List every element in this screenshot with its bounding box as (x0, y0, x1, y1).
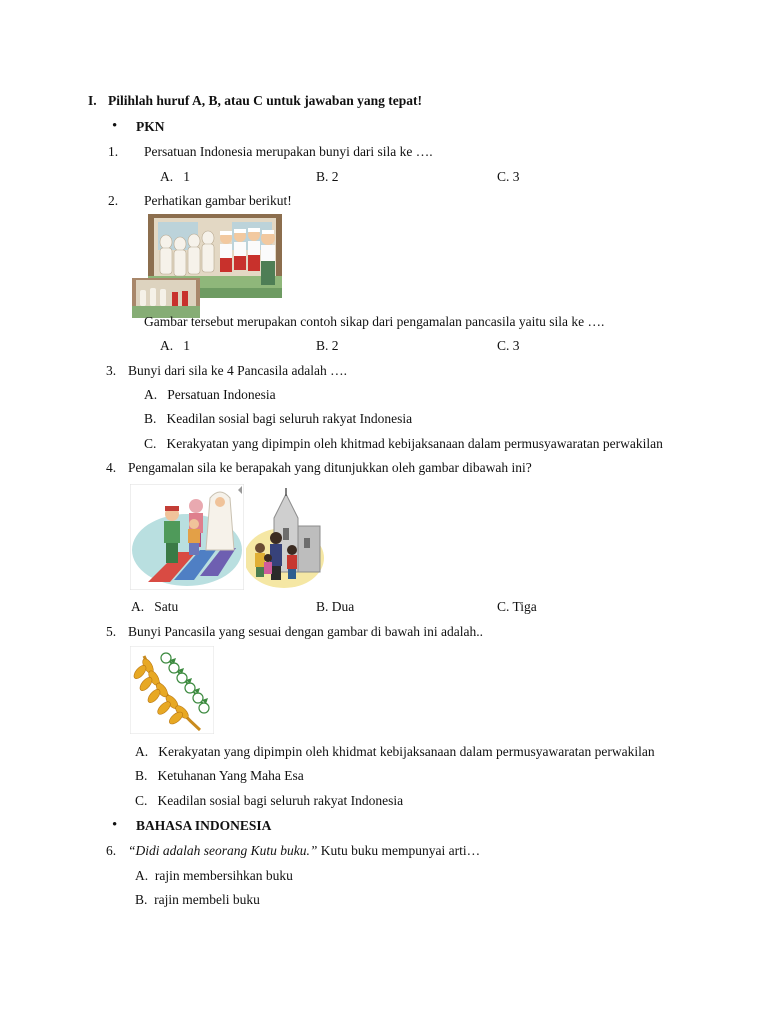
subject-title-pkn: PKN (136, 119, 165, 134)
question-text: Bunyi dari sila ke 4 Pancasila adalah …. (128, 363, 347, 378)
option-c (497, 599, 537, 615)
option-letter: A. (160, 169, 174, 184)
option-letter: B. (135, 768, 148, 783)
question-number: 1. (108, 144, 119, 159)
option-letter: B. (316, 599, 329, 614)
students-lined-up-icon (132, 278, 200, 318)
question-number: 3. (106, 363, 117, 378)
option-a (160, 338, 190, 354)
option-text: Keadilan sosial bagi seluruh rakyat Indonesia (166, 411, 413, 426)
subject-bullet: • (112, 817, 118, 833)
option-a (144, 387, 276, 403)
option-text: rajin membeli buku (154, 892, 260, 907)
question-text: Bunyi Pancasila yang sesuai dengan gambar di bawah ini adalah.. (128, 624, 484, 639)
option-letter: A. (160, 338, 174, 353)
rice-and-cotton-icon (130, 646, 214, 734)
option-text: 3 (512, 169, 520, 184)
option-b (144, 411, 412, 427)
option-text: Dua (331, 599, 355, 614)
question-text (128, 843, 480, 859)
option-a (160, 169, 190, 185)
question-text: Pengamalan sila ke berapakah yang ditunjukkan oleh gambar dibawah ini? (128, 460, 532, 475)
option-text: Satu (154, 599, 179, 614)
option-text: rajin membersihkan buku (154, 868, 293, 883)
option-letter: B. (316, 338, 329, 353)
section-instruction: Pilihlah huruf A, B, atau C untuk jawaban yang tepat! (108, 93, 422, 108)
option-text: Ketuhanan Yang Maha Esa (157, 768, 304, 783)
option-text: Tiga (512, 599, 537, 614)
option-c (144, 436, 663, 452)
option-text: 3 (512, 338, 520, 353)
option-letter: C. (135, 793, 148, 808)
option-c (497, 338, 520, 354)
option-text: Persatuan Indonesia (167, 387, 276, 402)
option-letter: C. (497, 169, 510, 184)
option-b (316, 169, 339, 185)
option-c (497, 169, 520, 185)
subject-bullet: • (112, 118, 118, 134)
option-letter: C. (497, 599, 510, 614)
option-a (135, 744, 655, 760)
question-text: Persatuan Indonesia merupakan bunyi dari sila ke …. (144, 144, 433, 159)
option-text: Kerakyatan yang dipimpin oleh khidmat kebijaksanaan dalam permusyawaratan perwakilan (158, 744, 655, 759)
option-letter: B. (135, 892, 148, 907)
option-b (316, 338, 339, 354)
option-text: Keadilan sosial bagi seluruh rakyat Indonesia (157, 793, 404, 808)
question-text-2: Gambar tersebut merupakan contoh sikap dari pengamalan pancasila yaitu sila ke …. (144, 314, 605, 329)
option-letter: A. (144, 387, 158, 402)
question-number: 5. (106, 624, 117, 639)
option-b (316, 599, 354, 615)
question-number: 2. (108, 193, 119, 208)
question-quote: “Didi adalah seorang Kutu buku.” (128, 843, 318, 858)
subject-title-bahasa-indonesia: BAHASA INDONESIA (136, 818, 272, 833)
family-at-church-icon (246, 488, 324, 590)
option-letter: C. (497, 338, 510, 353)
option-text: Kerakyatan yang dipimpin oleh khitmad kebijaksanaan dalam permusyawaratan perwakilan (166, 436, 663, 451)
section-number: I. (88, 93, 97, 108)
option-a (131, 599, 178, 615)
question-number: 4. (106, 460, 117, 475)
question-text: Perhatikan gambar berikut! (144, 193, 292, 208)
option-b (135, 892, 260, 908)
option-letter: B. (316, 169, 329, 184)
option-letter: A. (135, 868, 149, 883)
option-letter: C. (144, 436, 157, 451)
question-text-rest: Kutu buku mempunyai arti… (317, 843, 481, 858)
option-c (135, 793, 403, 809)
option-text: 2 (331, 169, 339, 184)
option-text: 1 (183, 338, 190, 353)
option-text: 2 (331, 338, 339, 353)
option-letter: B. (144, 411, 157, 426)
option-a (135, 868, 293, 884)
family-praying-icon (130, 484, 244, 590)
option-b (135, 768, 304, 784)
option-letter: A. (135, 744, 149, 759)
option-text: 1 (183, 169, 190, 184)
option-letter: A. (131, 599, 145, 614)
question-number: 6. (106, 843, 117, 858)
